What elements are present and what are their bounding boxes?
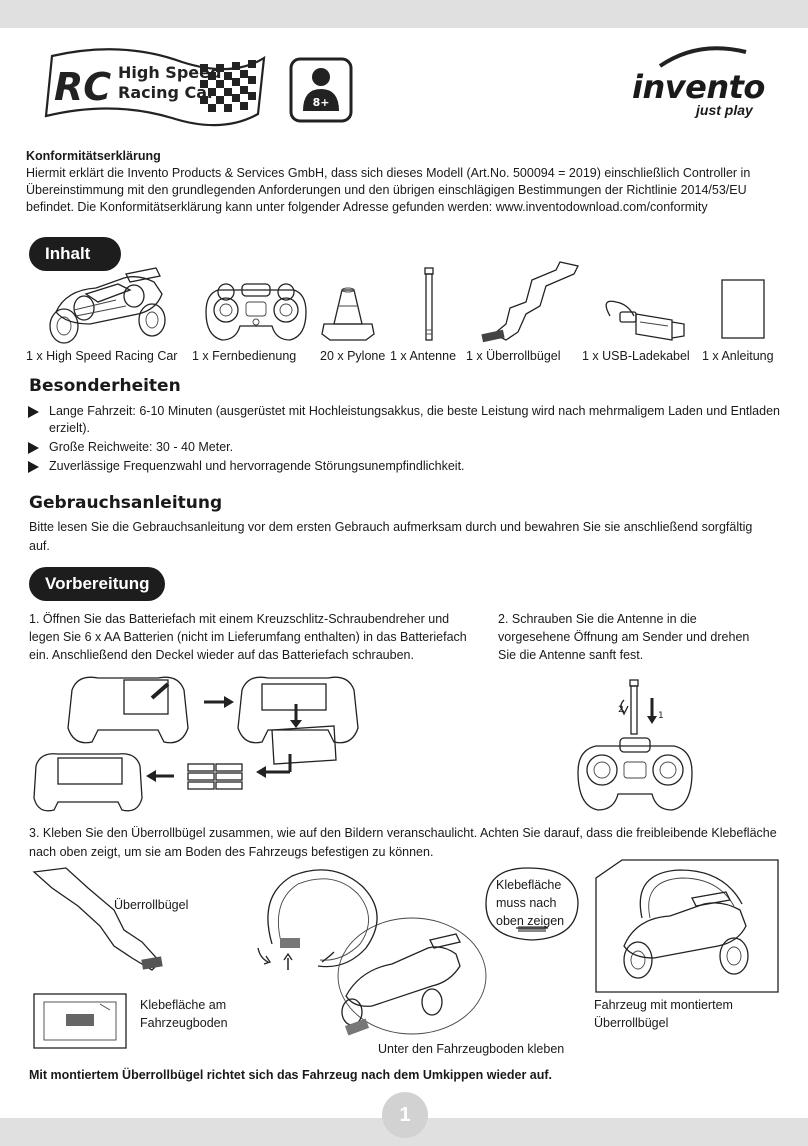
step1-text: 1. Öffnen Sie das Batteriefach mit einem Kreuzschlitz-Schraubendreher und legen Sie 6 x AA Batterien (nicht im Lieferumfang enthalten) in das Batteriefach ein. Anschließend den Deckel wieder auf das Batteriefach schrauben. [29, 612, 467, 662]
age-badge [289, 57, 353, 123]
brand-name: invento [632, 68, 765, 106]
bullet-arrow-icon [28, 461, 39, 473]
contents-item-manual [702, 260, 792, 370]
bullet-arrow-icon [28, 442, 39, 454]
rollbar-icon [474, 260, 584, 348]
section-heading-contents: Inhalt [29, 237, 121, 271]
conformity-section [26, 148, 786, 216]
brand-logo [628, 44, 768, 120]
contents-item-label: 1 x High Speed Racing Car [26, 349, 178, 363]
logo-rc-text: RC [54, 65, 112, 109]
section-heading-preparation: Vorbereitung [29, 567, 165, 601]
contents-item-pylon [316, 260, 386, 370]
contents-item-label: 1 x USB-Ladekabel [582, 349, 690, 363]
contents-item-antenna [390, 260, 466, 370]
contents-item-usb-cable [580, 260, 700, 370]
usb-cable-icon [580, 260, 700, 348]
brand-swoosh-icon [658, 44, 748, 68]
section-heading-instructions: Gebrauchsanleitung [29, 493, 223, 513]
bullet-arrow-icon [28, 406, 39, 418]
conformity-title: Konformitätserklärung [26, 149, 161, 163]
remote-icon [196, 260, 316, 348]
features-list [26, 403, 786, 477]
conformity-body: Hiermit erklärt die Invento Products & Services GmbH, dass sich dieses Modell (Art.No. 500094 = 2019) einschließlich Controller in Übereinstimmung mit den grundlegenden Anforderungen und den übrigen einschlägigen Bestimmungen der Richtlinie 2014/53/EU befindet. Die Konformitätserklärung kann unter folgender Adresse gefunden werden: www.inventodownload.com/conformity [26, 166, 751, 214]
person-icon [312, 68, 330, 86]
manual-icon [702, 260, 792, 348]
age-text: 8+ [312, 96, 330, 109]
antenna-install-illustration [572, 676, 702, 816]
step3-text: 3. Kleben Sie den Überrollbügel zusammen, wie auf den Bildern veranschaulicht. Achten Sie darauf, dass die freibleibende Klebefläche nach oben zeigt, um sie am Boden des Fahrzeugs befestigen zu können. [29, 826, 777, 859]
logo-line1-text: High Speed [118, 63, 222, 82]
instructions-body: Bitte lesen Sie die Gebrauchsanleitung vor dem ersten Gebrauch aufmerksam durch und bewahren Sie sie anschließend sorgfältig auf. [29, 520, 753, 553]
contents-item-label: 20 x Pylone [320, 349, 386, 363]
arrow-label-2: 2 [618, 705, 624, 715]
pylon-icon [316, 260, 380, 348]
contents-item-label: 1 x Anleitung [702, 349, 774, 363]
page-number: 1 [382, 1092, 428, 1138]
top-bar [0, 0, 808, 28]
contents-item-label: 1 x Überrollbügel [466, 349, 561, 363]
contents-item-label: 1 x Antenne [390, 349, 457, 363]
contents-list [26, 260, 786, 370]
contents-item-car [26, 260, 186, 370]
battery-icon [188, 764, 242, 789]
step2-text: 2. Schrauben Sie die Antenne in die vorgesehene Öffnung am Sender und drehen Sie die Antenne sanft fest. [498, 612, 750, 662]
label-adhesive-up: Klebefläche muss nach oben zeigen [496, 878, 565, 928]
rollbar-part-illustration [30, 866, 190, 986]
section-heading-features: Besonderheiten [29, 376, 181, 396]
label-mounted: Fahrzeug mit montiertem Überrollbügel [594, 998, 733, 1030]
feature-item: Lange Fahrzeit: 6-10 Minuten (ausgerüstet mit Hochleistungsakkus, die beste Leistung wird nach mehrmaligem Laden und Entladen erzielt). [26, 403, 786, 437]
label-stick-bottom: Unter den Fahrzeugboden kleben [378, 1042, 565, 1056]
contents-item-remote [192, 260, 316, 370]
footer-note: Mit montiertem Überrollbügel richtet sich das Fahrzeug nach dem Umkippen wieder auf. [29, 1068, 553, 1082]
label-adhesive-bottom: Klebefläche am Fahrzeugboden [140, 998, 228, 1030]
label-rollbar: Überrollbügel [114, 898, 189, 912]
brand-tagline: just play [696, 102, 753, 118]
antenna-icon [390, 260, 466, 348]
feature-item: Zuverlässige Frequenzwahl und hervorragende Störungsunempfindlichkeit. [26, 458, 786, 475]
battery-install-illustration [28, 668, 378, 816]
contents-item-rollbar [466, 260, 584, 370]
mounted-rollbar-illustration [592, 858, 782, 996]
contents-item-label: 1 x Fernbedienung [192, 349, 297, 363]
arrow-label-1: 1 [658, 711, 664, 721]
car-icon [26, 260, 186, 348]
logo-line2-text: Racing Car [118, 83, 215, 102]
vehicle-bottom-illustration [30, 988, 130, 1054]
rc-logo-flag [32, 44, 268, 130]
feature-item: Große Reichweite: 30 - 40 Meter. [26, 439, 786, 456]
